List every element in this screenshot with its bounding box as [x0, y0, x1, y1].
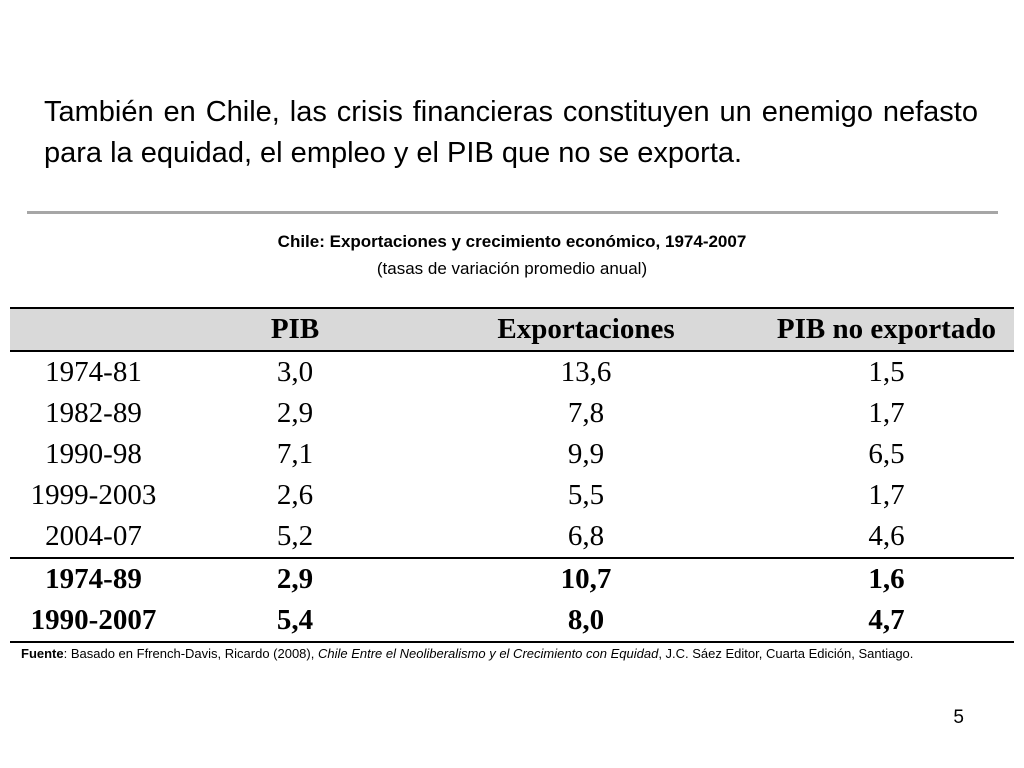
table-row: [10, 434, 1014, 475]
cell-period: 2004-07: [45, 520, 142, 552]
exports-growth-table: [10, 307, 1014, 643]
cell-pib: 2,6: [276, 479, 314, 511]
cell-pib: 7,1: [276, 438, 314, 470]
cell-pib-no-exportado: 1,7: [868, 397, 905, 429]
table-title: Chile: Exportaciones y crecimiento económico, 1974-2007: [277, 232, 747, 251]
source-book-title: Chile Entre el Neoliberalismo y el Crecimiento con Equidad: [317, 646, 659, 661]
summary-row: [10, 558, 1014, 600]
cell-exportaciones: 6,8: [567, 520, 605, 552]
cell-exportaciones: 8,0: [413, 600, 759, 642]
cell-period: 1974-81: [45, 356, 142, 388]
table-subtitle: (tasas de variación promedio anual): [376, 259, 648, 278]
cell-period: 1990-98: [45, 438, 142, 470]
header-period: [10, 308, 177, 351]
cell-exportaciones: 5,5: [567, 479, 605, 511]
cell-period: 1990-2007: [10, 600, 177, 642]
table-row: [10, 475, 1014, 516]
header-pib: PIB: [270, 313, 320, 345]
source-text-after: , J.C. Sáez Editor, Cuarta Edición, Santiago.: [658, 646, 914, 661]
header-exportaciones: Exportaciones: [497, 313, 675, 345]
table-row: [10, 516, 1014, 558]
cell-pib-no-exportado: 4,6: [868, 520, 905, 552]
cell-pib-no-exportado: 4,7: [759, 600, 1014, 642]
cell-pib: 2,9: [177, 558, 413, 600]
cell-pib: 3,0: [276, 356, 314, 388]
cell-period: 1999-2003: [30, 479, 157, 511]
cell-period: 1974-89: [10, 558, 177, 600]
cell-pib: 2,9: [276, 397, 314, 429]
table-row: [10, 351, 1014, 393]
cell-pib: 5,4: [177, 600, 413, 642]
header-pib-no-exportado: PIB no exportado: [776, 313, 997, 345]
cell-pib: 5,2: [276, 520, 314, 552]
cell-exportaciones: 7,8: [567, 397, 605, 429]
cell-pib-no-exportado: 1,6: [759, 558, 1014, 600]
table-row: [10, 393, 1014, 434]
cell-exportaciones: 9,9: [567, 438, 605, 470]
cell-pib-no-exportado: 1,5: [868, 356, 905, 388]
page-number: 5: [953, 707, 964, 728]
heading-divider: [27, 211, 998, 214]
source-text-before: : Basado en Ffrench-Davis, Ricardo (2008),: [63, 646, 318, 661]
cell-exportaciones: 10,7: [413, 558, 759, 600]
cell-exportaciones: 13,6: [560, 356, 612, 388]
slide-heading: También en Chile, las crisis financieras constituyen un enemigo nefasto para la equidad, el empleo y el PIB que no se exporta.: [44, 96, 978, 169]
table-header-row: [10, 308, 1014, 351]
source-label: Fuente: [21, 646, 64, 661]
cell-period: 1982-89: [45, 397, 142, 429]
cell-pib-no-exportado: 1,7: [868, 479, 905, 511]
cell-pib-no-exportado: 6,5: [868, 438, 905, 470]
summary-row: [10, 600, 1014, 642]
source-note: [21, 645, 1011, 663]
